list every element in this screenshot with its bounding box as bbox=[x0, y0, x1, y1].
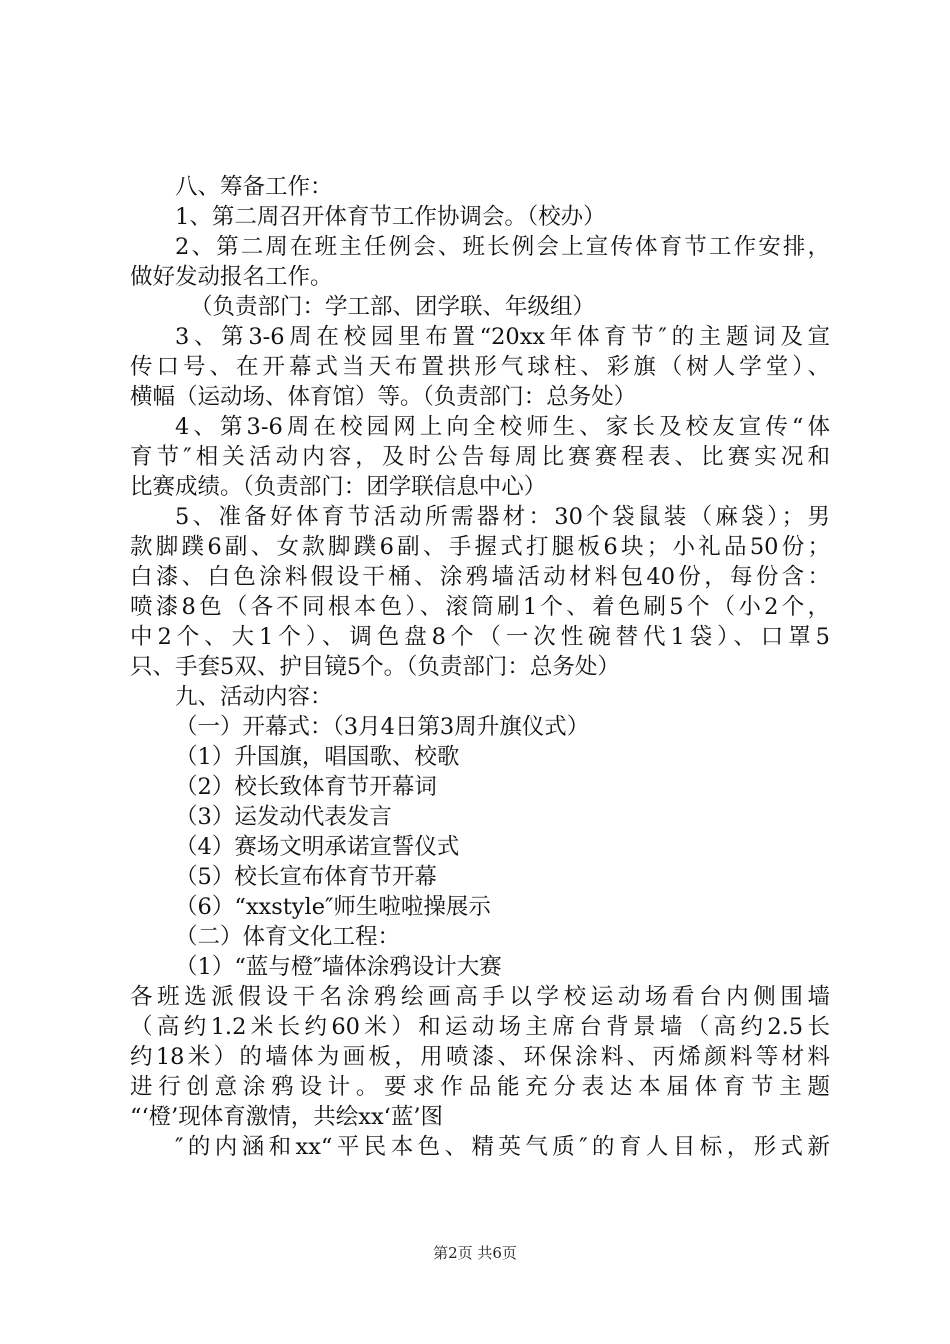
list-item: （1）升国旗，唱国歌、校歌 bbox=[175, 744, 460, 770]
subsection-heading: （二）体育文化工程： bbox=[175, 924, 401, 950]
paragraph-line: （负责部门：学工部、团学联、年级组） bbox=[190, 294, 596, 320]
list-item: （6）“xxstyle″师生啦啦操展示 bbox=[175, 894, 491, 920]
document-body bbox=[130, 172, 830, 1162]
paragraph-line: 1、第二周召开体育节工作协调会。（校办） bbox=[175, 204, 606, 230]
paragraph-line: 喷漆8色（各不同根本色）、滚筒刷1个、着色刷5个（小2个， bbox=[130, 594, 830, 620]
paragraph-line: 4、第3-6周在校园网上向全校师生、家长及校友宣传“体 bbox=[175, 414, 830, 440]
section-heading: 八、筹备工作： bbox=[175, 174, 333, 200]
paragraph-line: 进行创意涂鸦设计。要求作品能充分表达本届体育节主题 bbox=[130, 1074, 830, 1100]
paragraph-line: 只、手套5双、护目镜5个。（负责部门：总务处） bbox=[130, 654, 620, 680]
section-heading: 九、活动内容： bbox=[175, 684, 333, 710]
paragraph-line: 3、第3-6周在校园里布置“20xx年体育节″的主题词及宣 bbox=[175, 324, 830, 350]
paragraph-line: ″的内涵和xx“平民本色、精英气质″的育人目标，形式新 bbox=[175, 1134, 830, 1160]
paragraph-line: 款脚蹼6副、女款脚蹼6副、手握式打腿板6块；小礼品50份； bbox=[130, 534, 830, 560]
page-number: 第2页 共6页 bbox=[433, 1244, 517, 1262]
paragraph-line: 传口号、在开幕式当天布置拱形气球柱、彩旗（树人学堂）、 bbox=[130, 354, 830, 380]
paragraph-line: 做好发动报名工作。 bbox=[130, 264, 333, 290]
paragraph-line: 5、准备好体育节活动所需器材：30个袋鼠装（麻袋）；男 bbox=[175, 504, 830, 530]
list-item: （1）“蓝与橙″墙体涂鸦设计大赛 bbox=[175, 954, 502, 980]
paragraph-line: 白漆、白色涂料假设干桶、涂鸦墙活动材料包40份，每份含： bbox=[130, 564, 830, 590]
list-item: （2）校长致体育节开幕词 bbox=[175, 774, 437, 800]
paragraph-line: 比赛成绩。（负责部门：团学联信息中心） bbox=[130, 474, 547, 500]
paragraph-line: 2、第二周在班主任例会、班长例会上宣传体育节工作安排， bbox=[175, 234, 830, 260]
list-item: （3）运发动代表发言 bbox=[175, 804, 392, 830]
list-item: （5）校长宣布体育节开幕 bbox=[175, 864, 437, 890]
subsection-heading: （一）开幕式：（3月4日第3周升旗仪式） bbox=[175, 714, 590, 740]
paragraph-line: “‘橙’现体育激情，共绘xx‘蓝’图 bbox=[130, 1104, 443, 1130]
list-item: （4）赛场文明承诺宣誓仪式 bbox=[175, 834, 460, 860]
paragraph-line: 各班选派假设干名涂鸦绘画高手以学校运动场看台内侧围墙 bbox=[130, 984, 830, 1010]
paragraph-line: 中2个、大1个）、调色盘8个（一次性碗替代1袋）、口罩5 bbox=[130, 624, 830, 650]
paragraph-line: （高约1.2米长约60米）和运动场主席台背景墙（高约2.5长 bbox=[130, 1014, 830, 1040]
paragraph-line: 约18米）的墙体为画板，用喷漆、环保涂料、丙烯颜料等材料 bbox=[130, 1044, 830, 1070]
paragraph-line: 横幅（运动场、体育馆）等。（负责部门：总务处） bbox=[130, 384, 637, 410]
page-footer bbox=[0, 1243, 950, 1263]
paragraph-line: 育节″相关活动内容，及时公告每周比赛赛程表、比赛实况和 bbox=[130, 444, 830, 470]
